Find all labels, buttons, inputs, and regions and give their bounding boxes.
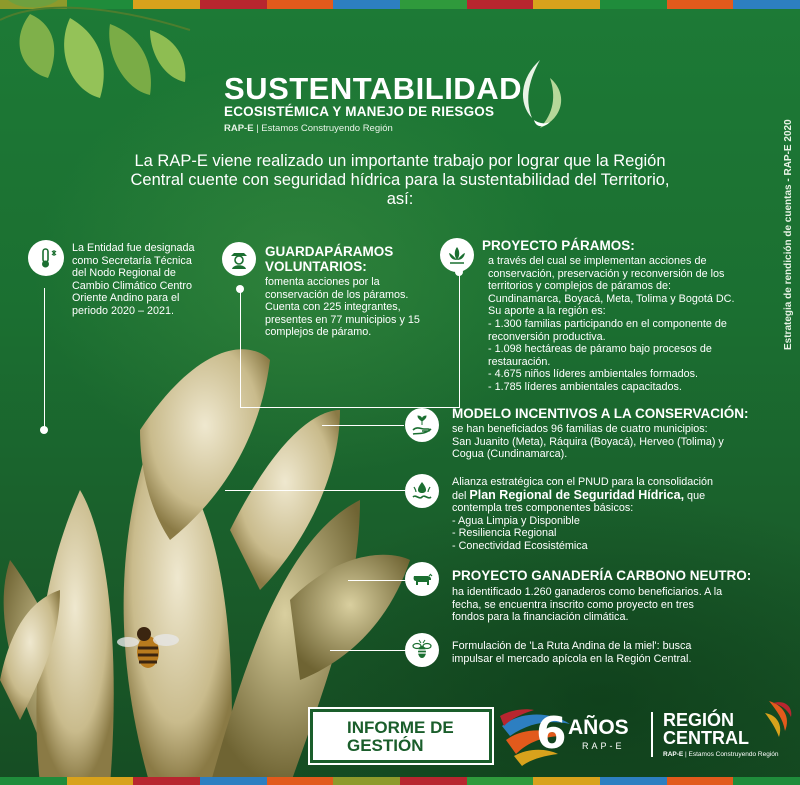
seis-anos-logo: 6 AÑOS RAP-E — [500, 706, 650, 766]
paramos-block: PROYECTO PÁRAMOS: a través del cual se implementan acciones de conservación, preservación y reconversión de los territorios y complejos de páramos de: Cundinamarca, Boyacá, Meta, Tolima y Bogotá DC. Su aporte a la región es: - 1.300 familias participando en el componente de reconversión productiva. - 1.098 hectáreas de páramo bajo procesos de restauración. - 4.675 niños líderes ambientales formados. - 1.785 líderes ambientales capacitados. — [482, 238, 735, 393]
connector-line — [330, 650, 406, 651]
ranger-icon — [222, 242, 256, 276]
region-swirl-icon — [763, 699, 793, 739]
connector-line — [459, 272, 460, 408]
thermometer-snow-icon — [28, 240, 64, 276]
bottom-color-stripe — [0, 777, 800, 785]
connector-line — [225, 490, 405, 491]
incentivos-block: MODELO INCENTIVOS A LA CONSERVACIÓN: se han beneficiados 96 familias de cuatro municipios: San Juanito (Meta), Ráquira (Boyacá), Herveo (Tolima) y Cogua (Cundinamarca). — [452, 406, 749, 461]
title-block — [224, 71, 554, 134]
connector-line — [44, 288, 45, 428]
hand-plant-icon — [405, 408, 439, 442]
connector-dot — [40, 426, 48, 434]
ganaderia-block: PROYECTO GANADERÍA CARBONO NEUTRO: ha identificado 1.260 ganaderos como beneficiarios. A la fecha, se encuentra inscrito como proyecto en tres fondos para la financiación climática. — [452, 568, 752, 624]
page-subtitle: ECOSISTÉMICA Y MANEJO DE RIESGOS — [224, 104, 495, 119]
leaves-decoration — [0, 0, 200, 140]
region-central-logo: REGIÓN CENTRAL RAP-E | Estamos Construyendo Región — [663, 711, 793, 758]
footer-divider — [651, 712, 653, 757]
leaf-swoosh-logo — [510, 58, 572, 130]
miel-block: Formulación de 'La Ruta Andina de la miel': busca impulsar el mercado apícola en la Región Central. — [452, 640, 692, 665]
side-label: Estrategia de rendición de cuentas - RAP-E 2020 — [783, 119, 794, 351]
connector-line — [348, 580, 406, 581]
page-title: SUSTENTABILIDAD — [224, 71, 522, 106]
informe-gestion-badge: INFORME DE GESTIÓN — [310, 709, 492, 763]
water-plan-icon — [405, 474, 439, 508]
cow-icon — [405, 562, 439, 596]
lotus-icon — [440, 238, 474, 272]
title-org: RAP-E | Estamos Construyendo Región — [224, 123, 393, 134]
bee-icon — [405, 633, 439, 667]
connector-line — [322, 425, 404, 426]
intro-text: La RAP-E viene realizado un importante trabajo por lograr que la Región Central cuente con seguridad hídrica para la sustentabilidad del Territorio, así: — [130, 152, 670, 208]
plan-hidrico-name: Plan Regional de Seguridad Hídrica, — [469, 487, 685, 502]
hidrica-block: Alianza estratégica con el PNUD para la consolidación del Plan Regional de Seguridad Hídrica, que contempla tres componentes básicos: - Agua Limpia y Disponible - Resiliencia Regional - Conectividad Ecosistémica — [452, 476, 714, 552]
entidad-block: La Entidad fue designada como Secretaría Técnica del Nodo Regional de Cambio Climático Centro Oriente Andino para el periodo 2020 – 2021. — [72, 242, 195, 317]
guardaparamos-block: GUARDAPÁRAMOS VOLUNTARIOS: fomenta acciones por la conservación de los páramos. Cuenta con 225 integrantes, presentes en 77 municipios y 15 complejos de páramo. — [265, 244, 420, 339]
